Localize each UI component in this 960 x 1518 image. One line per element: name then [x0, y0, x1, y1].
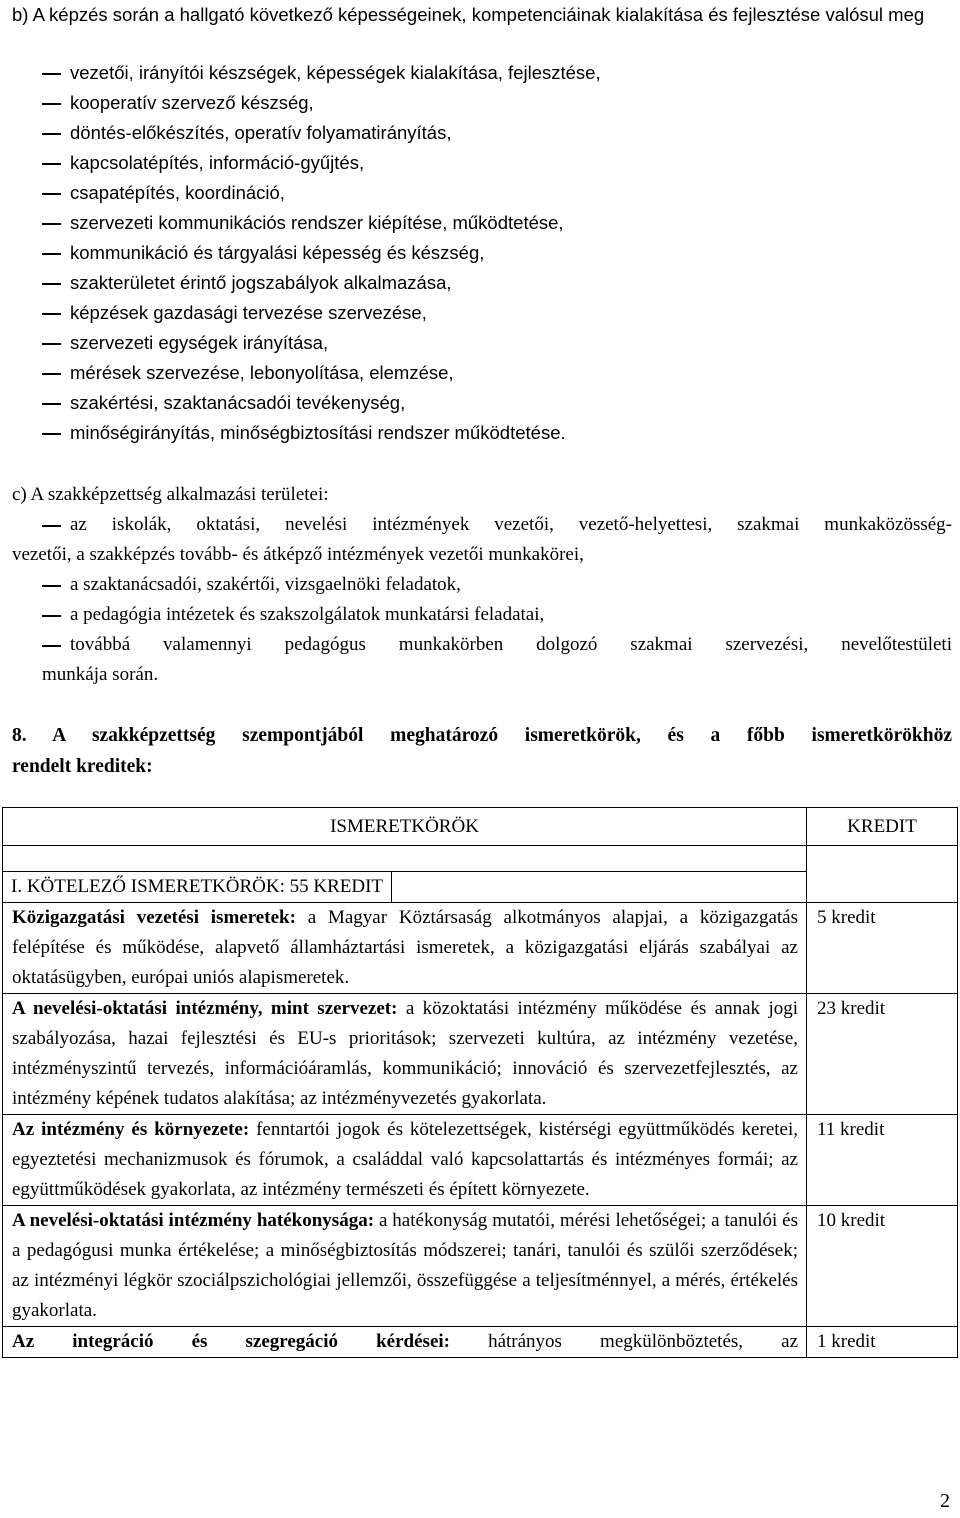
header-topics: ISMERETKÖRÖK: [3, 808, 807, 846]
section-8-line: rendelt kreditek:: [12, 756, 153, 777]
dash-bullet-icon: [42, 525, 61, 527]
list-item: csapatépítés, koordináció,: [42, 178, 942, 208]
topic-cell: [3, 1327, 807, 1358]
credits-table: [2, 807, 958, 1358]
topic-text: fenntartói jogok és kötelezettségek, kistérségi együttműködés keretei, egyeztetési mechanizmusok és fórumok, a családdal való kapcsolattartás és intézményes formái; az együttműködések gyakorlata, az intézmény természeti és épített környezete.: [12, 1119, 798, 1200]
list-item: döntés-előkészítés, operatív folyamatirányítás,: [42, 118, 942, 148]
credit-cell: 5 kredit: [807, 903, 958, 994]
dash-bullet-icon: [42, 283, 61, 285]
topic-title: Közigazgatási vezetési ismeretek:: [12, 907, 296, 928]
credit-cell: 10 kredit: [807, 1206, 958, 1327]
section-b-list: [42, 58, 942, 448]
list-item-line: az iskolák, oktatási, nevelési intézmények vezetői, vezető-helyettesi, szakmai munkaközösség-: [70, 514, 952, 535]
credit-cell: 1 kredit: [807, 1327, 958, 1358]
section-8-heading: [12, 720, 952, 782]
dash-bullet-icon: [42, 163, 61, 165]
topic-text: hátrányos megkülönböztetés, az: [449, 1331, 798, 1352]
dash-bullet-icon: [42, 433, 61, 435]
topic-title: A nevelési-oktatási intézmény hatékonysága:: [12, 1210, 375, 1231]
topic-text: a Magyar Köztársaság alkotmányos alapjai, a közigazgatás felépítése és működése, alapvető államháztartási ismeretek, a közigazgatási eljárás szabályai az oktatásügyben, európai uniós alapismeretek.: [12, 907, 798, 988]
list-item: kommunikáció és tárgyalási képesség és készség,: [42, 238, 942, 268]
list-item-line: munkája során.: [42, 664, 159, 685]
section-c-list: [12, 510, 952, 690]
topic-title: Az intézmény és környezete:: [12, 1119, 250, 1140]
table-row: [3, 1327, 958, 1358]
topic-text: a közoktatási intézmény működése és annak jogi szabályozása, hazai fejlesztési és EU-s prioritások; szervezeti kultúra, az intézmény vezetése, intézményszintű tervezés, információáramlás, kommunikáció; innováció és szervezetfejlesztés, az intézmény képének tudatos alakítása; az intézményvezetés gyakorlata.: [12, 998, 798, 1109]
section-b-heading: b) A képzés során a hallgató következő képességeinek, kompetenciáinak kialakítása és fejlesztése valósul meg: [12, 4, 925, 25]
list-item: [12, 510, 952, 570]
dash-bullet-icon: [42, 133, 61, 135]
table-spacer-row: [3, 846, 958, 872]
dash-bullet-icon: [42, 253, 61, 255]
topic-cell: [3, 903, 807, 994]
topic-text: a hatékonyság mutatói, mérési lehetőségei; a tanulói és a pedagógusi munka értékelése; a minőségbiztosítás módszerei; tanári, tanulói és szülői szerződések; az intézményi légkör szociálpszichológiai jellemzői, összefüggése a teljesítménnyel, a mérés, értékelés gyakorlata.: [12, 1210, 799, 1321]
dash-bullet-icon: [42, 103, 61, 105]
dash-bullet-icon: [42, 403, 61, 405]
topic-cell: [3, 994, 807, 1115]
list-item: szervezeti egységek irányítása,: [42, 328, 942, 358]
topic-title: A nevelési-oktatási intézmény, mint szervezet:: [12, 998, 398, 1019]
dash-bullet-icon: [42, 645, 61, 647]
dash-bullet-icon: [42, 313, 61, 315]
list-item: kapcsolatépítés, információ-gyűjtés,: [42, 148, 942, 178]
list-item: szervezeti kommunikációs rendszer kiépítése, működtetése,: [42, 208, 942, 238]
list-item: vezetői, irányítói készségek, képességek kialakítása, fejlesztése,: [42, 58, 942, 88]
table-row: [3, 994, 958, 1115]
topic-title: Az integráció és szegregáció kérdései:: [12, 1331, 450, 1352]
dash-bullet-icon: [42, 73, 61, 75]
table-row: [3, 903, 958, 994]
list-item: szakterületet érintő jogszabályok alkalmazása,: [42, 268, 942, 298]
list-item: a szaktanácsadói, szakértői, vizsgaelnöki feladatok,: [42, 570, 952, 600]
topic-cell: [3, 1206, 807, 1327]
list-item: [42, 630, 952, 690]
page-number: 2: [940, 1490, 950, 1512]
list-item: a pedagógia intézetek és szakszolgálatok munkatársi feladatai,: [42, 600, 952, 630]
dash-bullet-icon: [42, 193, 61, 195]
list-item: minőségirányítás, minőségbiztosítási rendszer működtetése.: [42, 418, 942, 448]
dash-bullet-icon: [42, 223, 61, 225]
dash-bullet-icon: [42, 615, 61, 617]
dash-bullet-icon: [42, 585, 61, 587]
list-item-line: továbbá valamennyi pedagógus munkakörben dolgozó szakmai szervezési, nevelőtestületi: [70, 634, 952, 655]
topic-cell: [3, 1115, 807, 1206]
table-row: [3, 1206, 958, 1327]
list-item: mérések szervezése, lebonyolítása, elemzése,: [42, 358, 942, 388]
credit-cell: 11 kredit: [807, 1115, 958, 1206]
table-header-row: [3, 808, 958, 846]
list-item: képzések gazdasági tervezése szervezése,: [42, 298, 942, 328]
list-item-line: vezetői, a szakképzés tovább- és átképző intézmények vezetői munkakörei,: [12, 544, 584, 565]
group-title: I. KÖTELEZŐ ISMERETKÖRÖK: 55 KREDIT: [3, 872, 392, 902]
dash-bullet-icon: [42, 343, 61, 345]
credit-cell: 23 kredit: [807, 994, 958, 1115]
list-item: szakértési, szaktanácsadói tevékenység,: [42, 388, 942, 418]
list-item: kooperatív szervező készség,: [42, 88, 942, 118]
header-credit: KREDIT: [807, 808, 958, 846]
section-c-heading: c) A szakképzettség alkalmazási területei:: [12, 484, 329, 505]
table-row: [3, 1115, 958, 1206]
section-8-line: 8. A szakképzettség szempontjából meghatározó ismeretkörök, és a főbb ismeretkörökhöz: [12, 725, 952, 746]
dash-bullet-icon: [42, 373, 61, 375]
